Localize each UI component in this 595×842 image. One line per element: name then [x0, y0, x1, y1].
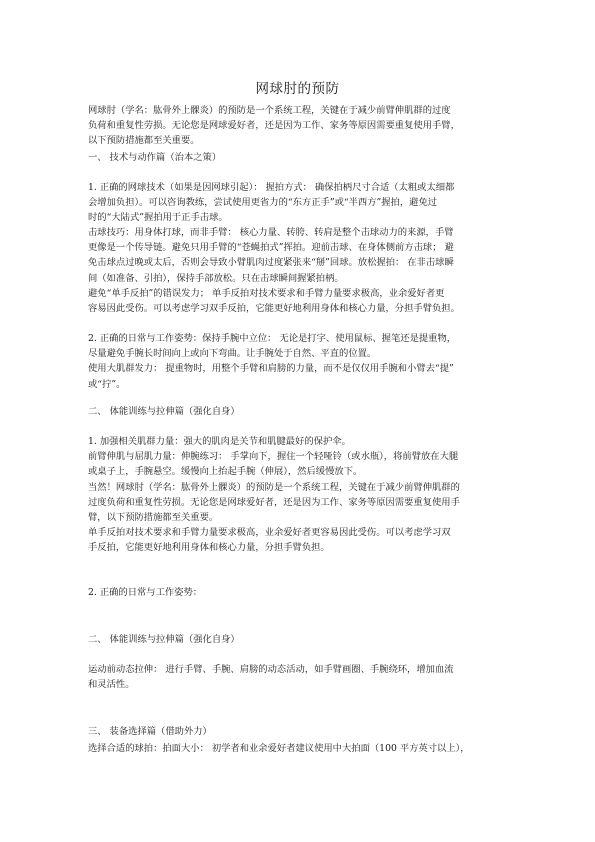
text-line: 三、 装备选择篇（借助外力） — [88, 726, 212, 737]
text-line: 臂，以下预防措施都至关重要。 — [88, 512, 219, 524]
text-line: 一、 技术与动作篇（治本之策） — [88, 152, 222, 163]
text-line: 2. 正确的日常与工作姿势：保持手腕中立位： 无论是打字、使用鼠标、握笔还是提重物， — [88, 333, 457, 344]
paragraph — [88, 585, 516, 600]
text-line: 以下预防措施都至关重要。 — [88, 135, 200, 147]
paragraph — [88, 662, 516, 692]
paragraph — [88, 741, 516, 756]
text-line: 或桌子上，手腕悬空。缓慢向上抬起手腕（伸展），然后缓慢放下。 — [88, 466, 363, 478]
text-line: 会增加负担）。可以咨询教练，尝试使用更省力的“东方正手”或“半西方”握拍，避免过 — [88, 197, 438, 209]
section-heading — [88, 632, 516, 647]
section-heading — [88, 724, 516, 739]
section-heading — [88, 150, 516, 165]
text-line: 1. 正确的网球技术（如果是因网球引起）： 握拍方式： 确保拍柄尺寸合适（太粗或太细都 — [88, 182, 455, 193]
paragraph — [88, 103, 516, 149]
text-line: 使用大肌群发力： 提重物时，用整个手臂和肩膀的力量，而不是仅仅用手腕和小臂去“提” — [88, 363, 454, 375]
text-line: 选择合适的球拍：拍面大小： 初学者和业余爱好者建议使用中大拍面（100 平方英寸以上）， — [88, 743, 470, 754]
text-line: 当然！网球肘（学名：肱骨外上髁炎）的预防是一个系统工程，关键在于减少前臂伸肌群的 — [88, 481, 460, 493]
text-line: 2. 正确的日常与工作姿势： — [88, 587, 203, 598]
text-line: 和灵活性。 — [88, 679, 135, 691]
paragraph — [88, 225, 516, 286]
text-line: 间（如准备、引拍），保持手部放松。只在击球瞬间握紧拍柄。 — [88, 272, 344, 284]
text-line: 时的“大陆式”握拍用于正手击球。 — [88, 212, 228, 224]
text-line: 1. 加强相关肌群力量：强大的肌肉是关节和肌腱最好的保护伞。 — [88, 436, 351, 447]
text-line: 免击球点过晚或太后，否则会导致小臂肌肉过度紧张来“掰”回球。放松握拍： 在非击球瞬 — [88, 257, 454, 269]
text-line: 手反拍，它能更好地利用身体和核心力量，分担手臂负担。 — [88, 542, 330, 554]
text-line: 单手反拍对技术要求和手臂力量要求极高，业余爱好者更容易因此受伤。可以考虑学习双 — [88, 527, 451, 539]
text-line: 二、 体能训练与拉伸篇（强化自身） — [88, 634, 240, 645]
text-line: 击球技巧：用身体打球，而非手臂： 核心力量、转胯、转肩是整个击球动力的来源，手臂 — [88, 227, 454, 238]
text-line: 更像是一个传导链。避免只用手臂的“苍蝇拍式”挥拍。迎前击球、在身体侧前方击球； 避 — [88, 242, 454, 254]
text-line: 前臂伸肌与屈肌力量：伸腕练习： 手掌向下，握住一个轻哑铃（或水瓶），将前臂放在大腿 — [88, 451, 459, 463]
text-line: 或“拧”。 — [88, 378, 126, 390]
paragraph — [88, 434, 516, 556]
text-line: 避免“单手反拍”的错误发力； 单手反拍对技术要求和手臂力量要求极高，业余爱好者更 — [88, 288, 445, 299]
text-line: 网球肘（学名：肱骨外上髁炎）的预防是一个系统工程，关键在于减少前臂伸肌群的过度 — [88, 105, 451, 116]
paragraph — [88, 331, 516, 392]
page-title: 网球肘的预防 — [255, 81, 340, 97]
text-line: 运动前动态拉伸： 进行手臂、手腕、肩膀的动态活动，如手臂画圈、手腕绕环，增加血流 — [88, 664, 454, 675]
text-line: 容易因此受伤。可以考虑学习双手反拍，它能更好地利用身体和核心力量，分担手臂负担。 — [88, 303, 460, 315]
text-line: 负荷和重复性劳损。无论您是网球爱好者，还是因为工作、家务等原因需要重复使用手臂， — [88, 120, 460, 132]
text-line: 过度负荷和重复性劳损。无论您是网球爱好者，还是因为工作、家务等原因需要重复使用手 — [88, 496, 460, 508]
text-line: 尽量避免手腕长时间向上或向下弯曲。让手腕处于自然、平直的位置。 — [88, 348, 377, 360]
paragraph — [88, 180, 516, 226]
section-heading — [88, 404, 516, 419]
text-line: 二、 体能训练与拉伸篇（强化自身） — [88, 406, 240, 417]
paragraph — [88, 286, 516, 316]
